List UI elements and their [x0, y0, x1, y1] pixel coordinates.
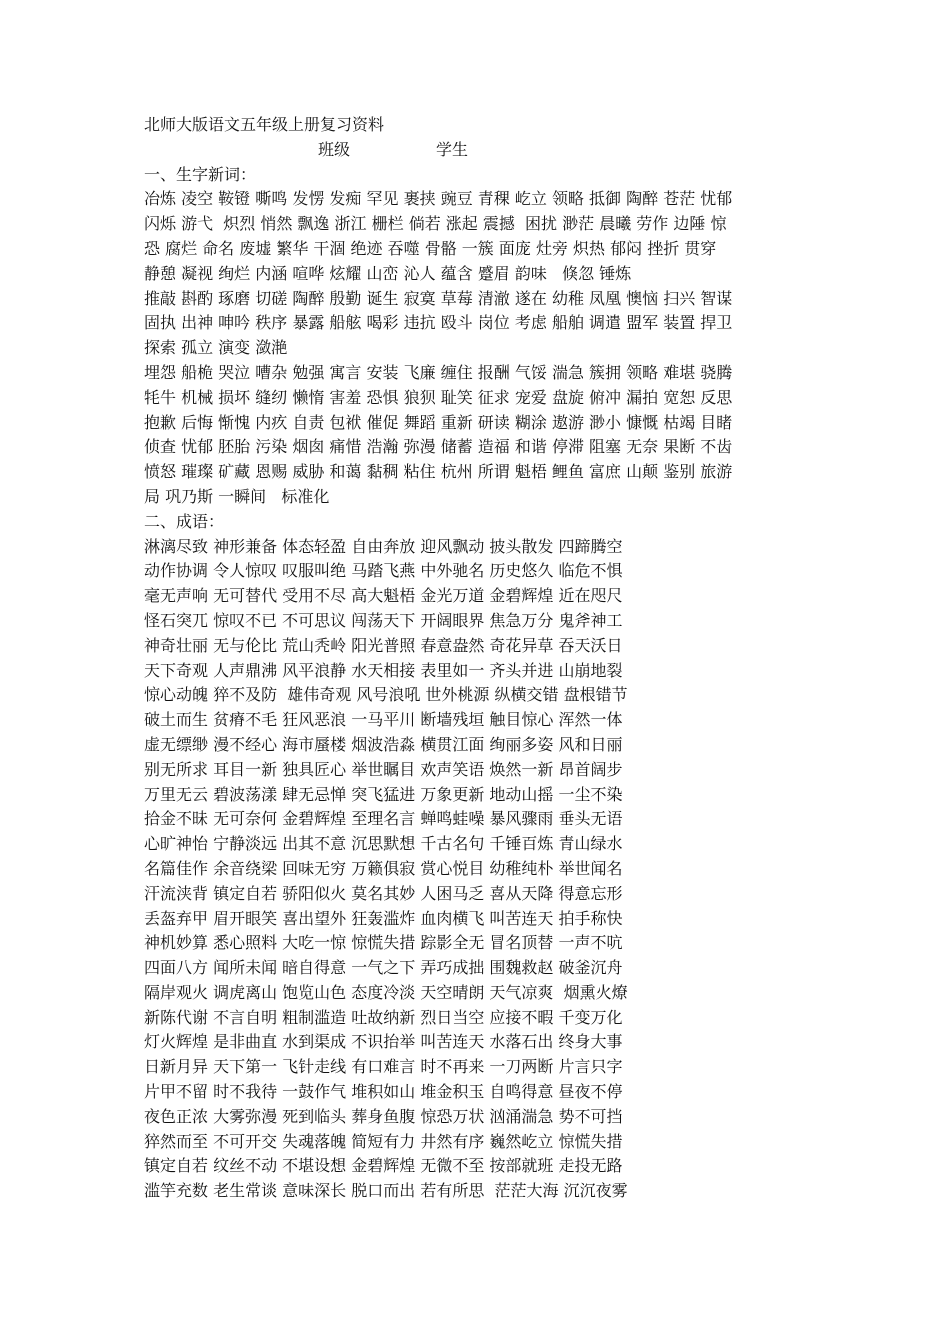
idiom-line: 别无所求 耳目一新 独具匠心 举世瞩目 欢声笑语 焕然一新 昂首阔步: [144, 759, 623, 779]
word-line: 闪烁 游弋 炽烈 悄然 飘逸 浙江 栅栏 倘若 涨起 震撼 困扰 渺茫 晨曦 劳作 边陲 惊: [144, 214, 727, 234]
idiom-line: 毫无声响 无可替代 受用不尽 高大魁梧 金光万道 金碧辉煌 近在咫尺: [144, 586, 623, 606]
word-line: 探索 孤立 演变 潋滟: [144, 338, 288, 358]
word-line: 牦牛 机械 损坏 缝纫 懒惰 害羞 恐惧 狼狈 耻笑 征求 宠爱 盘旋 俯冲 漏拍 宽恕 反思: [144, 387, 733, 407]
idiom-line: 灯火辉煌 是非曲直 水到渠成 不识抬举 叫苦连天 水落石出 终身大事: [144, 1032, 623, 1052]
word-line: 愤怒 璀璨 矿藏 恩赐 威胁 和蔼 黏稠 粘住 杭州 所谓 魁梧 鲤鱼 富庶 山颠 鉴别 旅游: [144, 462, 733, 482]
word-line: 固执 出神 呻吟 秩序 暴露 船舷 喝彩 违抗 殴斗 岗位 考虑 船舶 调遣 盟军 装置 捍卫: [144, 313, 733, 333]
idiom-line: 神机妙算 悉心照料 大吃一惊 惊慌失措 踪影全无 冒名顶替 一声不吭: [144, 933, 623, 953]
section-heading-words: 一、生字新词：: [144, 164, 257, 184]
idiom-line: 心旷神怡 宁静淡远 出其不意 沉思默想 千古名句 千锤百炼 青山绿水: [144, 834, 623, 854]
word-line: 埋怨 船桅 哭泣 嘈杂 勉强 寓言 安装 飞廉 缠住 报酬 气馁 湍急 簇拥 领略 难堪 骁腾: [144, 362, 733, 382]
idiom-line: 破土而生 贫瘠不毛 狂风恶浪 一马平川 断墙残垣 触目惊心 浑然一体: [144, 710, 623, 730]
student-label: 学生: [436, 139, 469, 159]
idiom-line: 猝然而至 不可开交 失魂落魄 简短有力 井然有序 巍然屹立 惊慌失措: [144, 1131, 623, 1151]
word-line: 局 巩乃斯 一瞬间 标准化: [144, 486, 330, 506]
idiom-line: 四面八方 闻所未闻 暗自得意 一气之下 弄巧成拙 围魏救赵 破釜沉舟: [144, 958, 623, 978]
idiom-line: 日新月异 天下第一 飞针走线 有口难言 时不再来 一刀两断 片言只字: [144, 1057, 623, 1077]
section-heading-idioms: 二、成语：: [144, 511, 225, 531]
idiom-line: 隔岸观火 调虎离山 饱览山色 态度冷淡 天空晴朗 天气凉爽 烟熏火燎: [144, 982, 628, 1002]
idiom-line: 镇定自若 纹丝不动 不堪设想 金碧辉煌 无微不至 按部就班 走投无路: [144, 1156, 623, 1176]
class-label: 班级: [318, 139, 351, 159]
idiom-line: 丢盔弃甲 眉开眼笑 喜出望外 狂轰滥炸 血肉横飞 叫苦连天 拍手称快: [144, 908, 623, 928]
idiom-line: 淋漓尽致 神形兼备 体态轻盈 自由奔放 迎风飘动 披头散发 四蹄腾空: [144, 536, 623, 556]
word-line: 侦查 忧郁 胚胎 污染 烟囱 痛惜 浩瀚 弥漫 储蓄 造福 和谐 停滞 阻塞 无奈 果断 不齿: [144, 437, 733, 457]
class-student-line: [144, 138, 824, 163]
word-line: 抱歉 后悔 惭愧 内疚 自责 包袱 催促 舞蹈 重新 研读 糊涂 遨游 渺小 慷慨 枯竭 目睹: [144, 412, 733, 432]
idiom-line: 万里无云 碧波荡漾 肆无忌惮 突飞猛进 万象更新 地动山摇 一尘不染: [144, 784, 623, 804]
idiom-line: 怪石突兀 惊叹不已 不可思议 闯荡天下 开阔眼界 焦急万分 鬼斧神工: [144, 610, 623, 630]
word-line: 静憩 凝视 绚烂 内涵 喧哗 炫耀 山峦 沁人 蕴含 蹙眉 韵味 倏忽 锤炼: [144, 263, 632, 283]
idiom-list: [144, 535, 824, 1205]
idiom-line: 汗流浃背 镇定自若 骄阳似火 莫名其妙 人困马乏 喜从天降 得意忘形: [144, 883, 623, 903]
idiom-line: 虚无缥缈 漫不经心 海市蜃楼 烟波浩淼 横贯江面 绚丽多姿 风和日丽: [144, 734, 623, 754]
idiom-line: 惊心动魄 猝不及防 雄伟奇观 风号浪吼 世外桃源 纵横交错 盘根错节: [144, 685, 628, 705]
idiom-line: 动作协调 令人惊叹 叹服叫绝 马踏飞燕 中外驰名 历史悠久 临危不惧: [144, 561, 623, 581]
idiom-line: 夜色正浓 大雾弥漫 死到临头 葬身鱼腹 惊恐万状 汹涌湍急 势不可挡: [144, 1106, 623, 1126]
idiom-line: 片甲不留 时不我待 一鼓作气 堆积如山 堆金积玉 自鸣得意 昼夜不停: [144, 1082, 623, 1102]
word-list: [144, 187, 824, 509]
idiom-line: 名篇佳作 余音绕梁 回味无穷 万籁俱寂 赏心悦目 幼稚纯朴 举世闻名: [144, 858, 623, 878]
doc-title: 北师大版语文五年级上册复习资料: [144, 115, 385, 134]
idiom-line: 天下奇观 人声鼎沸 风平浪静 水天相接 表里如一 齐头并进 山崩地裂: [144, 660, 623, 680]
document-page: [144, 113, 824, 1204]
word-line: 恐 腐烂 命名 废墟 繁华 干涸 绝迹 吞噬 骨骼 一簇 面庞 灶旁 炽热 郁闷 挫折 贯穿: [144, 238, 717, 258]
idiom-line: 滥竽充数 老生常谈 意味深长 脱口而出 若有所思 茫茫大海 沉沉夜雾: [144, 1181, 628, 1201]
idiom-line: 拾金不昧 无可奈何 金碧辉煌 至理名言 蝉鸣蛙噪 暴风骤雨 垂头无语: [144, 809, 623, 829]
word-line: 推敲 斟酌 琢磨 切磋 陶醉 殷勤 诞生 寂寞 草莓 清澈 遂在 幼稚 凤凰 懊恼 扫兴 智谋: [144, 288, 733, 308]
word-line: 冶炼 凌空 鞍镫 嘶鸣 发愣 发痴 罕见 裹挟 豌豆 青稞 屹立 领略 抵御 陶醉 苍茫 忧郁: [144, 189, 733, 209]
idiom-line: 神奇壮丽 无与伦比 荒山秃岭 阳光普照 春意盎然 奇花异草 吞天沃日: [144, 635, 623, 655]
idiom-line: 新陈代谢 不言自明 粗制滥造 吐故纳新 烈日当空 应接不暇 千变万化: [144, 1007, 623, 1027]
